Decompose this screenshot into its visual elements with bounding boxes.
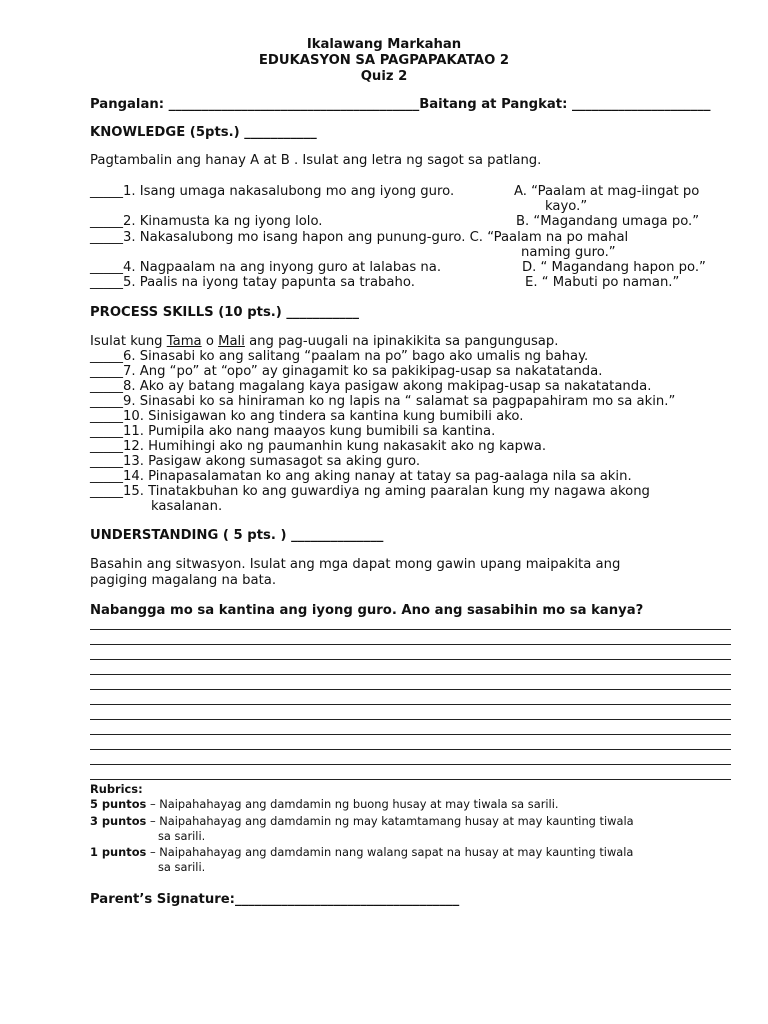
understanding-question: Nabangga mo sa kantina ang iyong guro. Ano ang sasabihin mo sa kanya? (90, 603, 644, 618)
answer-line[interactable] (90, 659, 731, 660)
process-item-10: _____10. Sinisigawan ko ang tindera sa kantina kung bumibili ako. (90, 409, 524, 424)
mali-word: Mali (218, 334, 245, 349)
knowledge-answer-d: D. “ Magandang hapon po.” (522, 260, 706, 275)
name-row (90, 97, 710, 112)
process-item-15: _____15. Tinatakbuhan ko ang guwardiya ng aming paaralan kung my nagawa akong (90, 484, 650, 499)
rubric-3-cont: sa sarili. (158, 829, 206, 843)
answer-line[interactable] (90, 719, 731, 720)
understanding-instruction-2: pagiging magalang na bata. (90, 573, 277, 588)
rubric-1-cont: sa sarili. (158, 860, 206, 874)
grade-blank[interactable]: _____________________ (571, 97, 711, 112)
knowledge-heading: KNOWLEDGE (5pts.) ___________ (90, 125, 317, 140)
knowledge-item-2: _____2. Kinamusta ka ng iyong lolo. (90, 214, 323, 229)
process-item-9: _____9. Sinasabi ko sa hiniraman ko ng lapis na “ salamat sa pagpapahiram mo sa akin.” (90, 394, 676, 409)
tama-word: Tama (166, 334, 202, 349)
knowledge-answer-c-cont: naming guro.” (521, 245, 616, 260)
rubric-5: 5 puntos – Naipahahayag ang damdamin ng buong husay at may tiwala sa sarili. (90, 797, 559, 811)
signature-label: Parent’s Signature: (90, 892, 235, 907)
knowledge-item-1: _____1. Isang umaga nakasalubong mo ang iyong guro. (90, 184, 455, 199)
answer-line[interactable] (90, 629, 731, 630)
signature-blank[interactable]: __________________________________ (234, 892, 460, 907)
answer-line[interactable] (90, 704, 731, 705)
signature-row (90, 892, 459, 907)
knowledge-answer-a-cont: kayo.” (545, 199, 588, 214)
knowledge-answer-b: B. “Magandang umaga po.” (516, 214, 700, 229)
process-item-8: _____8. Ako ay batang magalang kaya pasigaw akong makipag-usap sa nakatatanda. (90, 379, 652, 394)
process-item-7: _____7. Ang “po” at “opo” ay ginagamit ko sa pakikipag-usap sa nakatatanda. (90, 364, 603, 379)
header-subject: EDUKASYON SA PAGPAPAKATAO 2 (258, 53, 510, 68)
knowledge-item-5: _____5. Paalis na iyong tatay papunta sa trabaho. (90, 275, 415, 290)
header-quiz: Quiz 2 (360, 69, 408, 84)
grade-label: Baitang at Pangkat: (419, 97, 572, 112)
answer-line[interactable] (90, 779, 731, 780)
process-item-12: _____12. Humihingi ako ng paumanhin kung nakasakit ako ng kapwa. (90, 439, 547, 454)
header-markahan: Ikalawang Markahan (306, 37, 462, 52)
understanding-heading: UNDERSTANDING ( 5 pts. ) ______________ (90, 528, 384, 543)
process-item-6: _____6. Sinasabi ko ang salitang “paalam na po” bago ako umalis ng bahay. (90, 349, 589, 364)
answer-line[interactable] (90, 644, 731, 645)
knowledge-answer-a: A. “Paalam at mag-iingat po (514, 184, 700, 199)
process-item-14: _____14. Pinapasalamatan ko ang aking nanay at tatay sa pag-aalaga nila sa akin. (90, 469, 632, 484)
process-item-13: _____13. Pasigaw akong sumasagot sa aking guro. (90, 454, 421, 469)
knowledge-item-3: _____3. Nakasalubong mo isang hapon ang punung-guro. C. “Paalam na po mahal (90, 230, 629, 245)
answer-line[interactable] (90, 764, 731, 765)
knowledge-instruction: Pagtambalin ang hanay A at B . Isulat ang letra ng sagot sa patlang. (90, 153, 542, 168)
name-blank[interactable]: ______________________________________ (168, 97, 420, 112)
rubric-1: 1 puntos – Naipahahayag ang damdamin nang walang sapat na husay at may kaunting tiwala (90, 845, 634, 859)
rubrics-heading: Rubrics: (90, 782, 143, 796)
name-label: Pangalan: (90, 97, 169, 112)
process-heading: PROCESS SKILLS (10 pts.) ___________ (90, 305, 359, 320)
understanding-instruction-1: Basahin ang sitwasyon. Isulat ang mga dapat mong gawin upang maipakita ang (90, 557, 621, 572)
rubric-3: 3 puntos – Naipahahayag ang damdamin ng may katamtamang husay at may kaunting tiwala (90, 814, 634, 828)
process-item-11: _____11. Pumipila ako nang maayos kung bumibili sa kantina. (90, 424, 496, 439)
knowledge-item-4: _____4. Nagpaalam na ang inyong guro at lalabas na. (90, 260, 442, 275)
process-item-15-cont: kasalanan. (151, 499, 223, 514)
answer-line[interactable] (90, 734, 731, 735)
process-instruction: Isulat kung Tama o Mali ang pag-uugali na ipinakikita sa pangungusap. (90, 334, 559, 349)
answer-line[interactable] (90, 674, 731, 675)
knowledge-answer-e: E. “ Mabuti po naman.” (525, 275, 680, 290)
answer-line[interactable] (90, 689, 731, 690)
answer-line[interactable] (90, 749, 731, 750)
